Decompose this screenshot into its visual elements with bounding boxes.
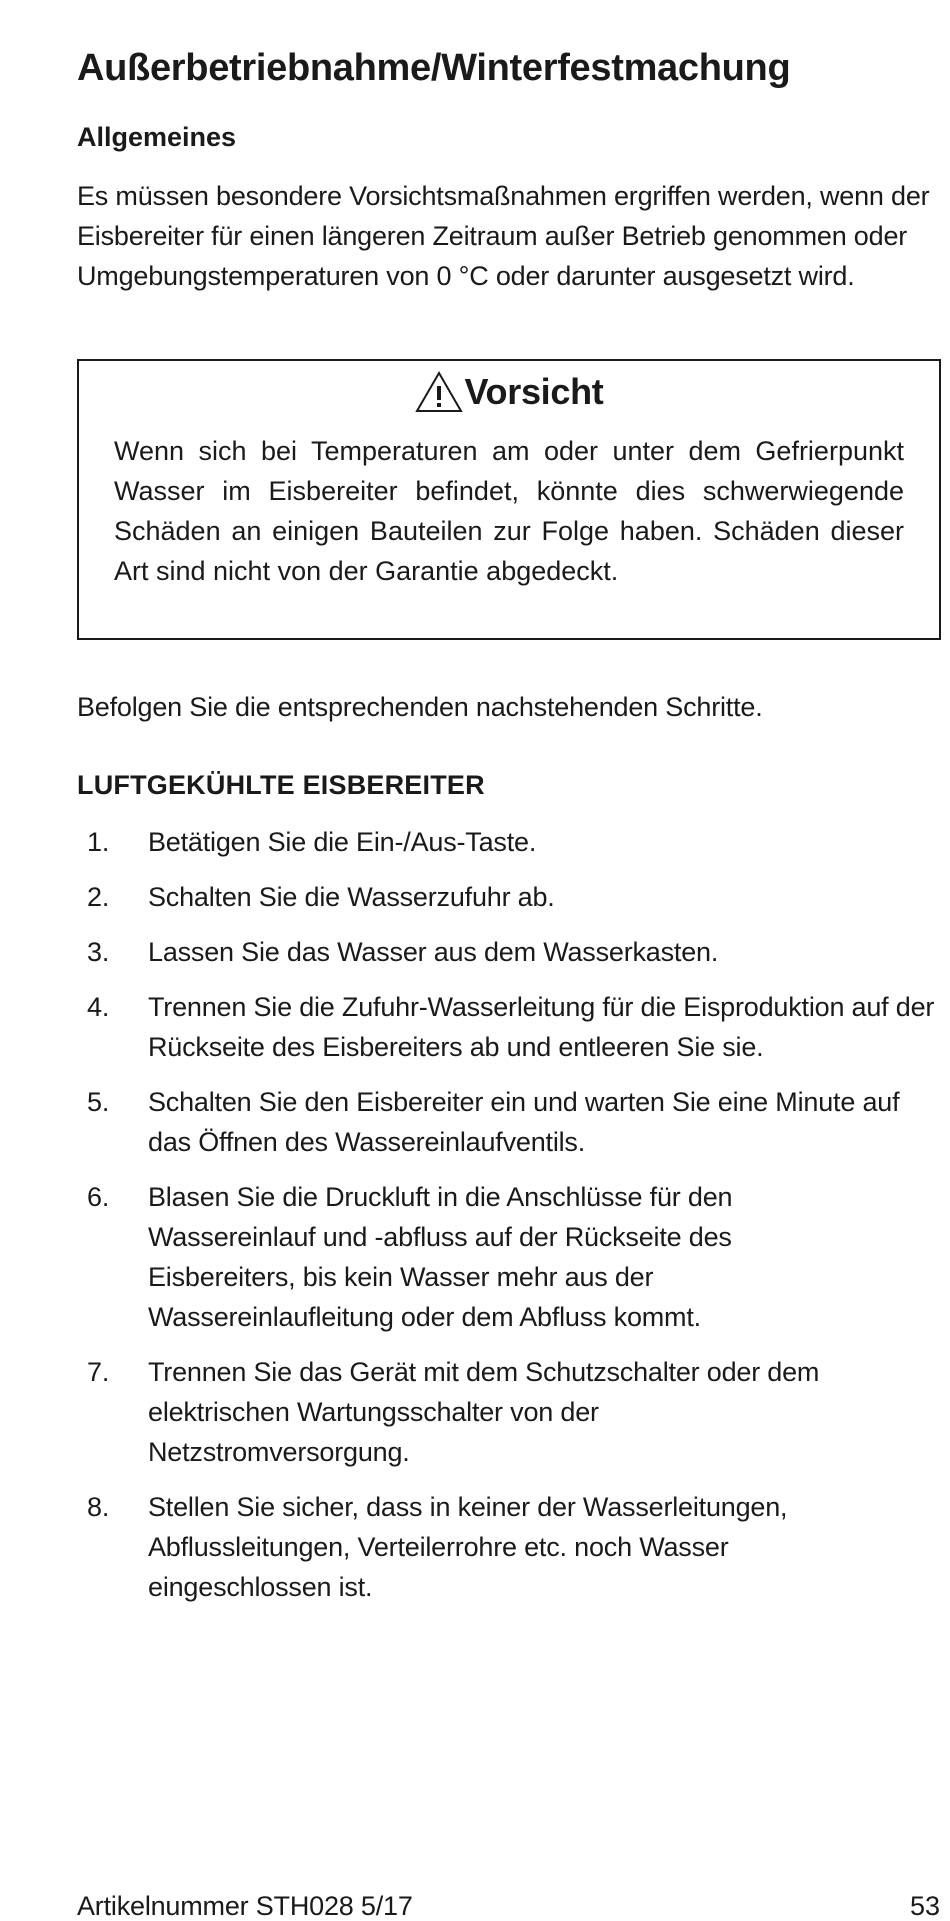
caution-text: Wenn sich bei Temperaturen am oder unter dem Gefrierpunkt Wasser im Eisbereiter befindet, könnte dies schwerwiegende Schäden an einigen Bauteilen zur Folge haben. Schäden dieser Art sind nicht von der Garantie abgedeckt. [114, 436, 904, 586]
step-text: Trennen Sie die Zufuhr-Wasserleitung für die Eisproduktion auf der Rückseite des Eisbereiters ab und entleeren Sie sie. [148, 992, 935, 1062]
step-text: Lassen Sie das Wasser aus dem Wasserkasten. [148, 937, 719, 967]
page-title: Außerbetriebnahme/Winterfestmachung [77, 47, 791, 89]
step-text: Trennen Sie das Gerät mit dem Schutzschalter oder dem elektrischen Wartungsschalter von der Netzstromversorgung. [148, 1357, 820, 1467]
step-number: 6. [87, 1182, 110, 1212]
step-text: Betätigen Sie die Ein-/Aus-Taste. [148, 827, 537, 857]
step-number: 5. [87, 1087, 110, 1117]
step-item [77, 1487, 947, 1607]
step-item [77, 1177, 947, 1337]
step-number: 8. [87, 1492, 110, 1522]
step-text: Schalten Sie die Wasserzufuhr ab. [148, 882, 555, 912]
section-heading-air-cooled: LUFTGEKÜHLTE EISBEREITER [77, 770, 485, 800]
step-text: Schalten Sie den Eisbereiter ein und warten Sie eine Minute auf das Öffnen des Wassereinlaufventils. [148, 1087, 900, 1157]
step-number: 1. [87, 827, 110, 857]
step-item [77, 932, 947, 972]
step-number: 7. [87, 1357, 110, 1387]
step-item [77, 1082, 947, 1162]
general-heading: Allgemeines [77, 122, 237, 152]
step-text: Blasen Sie die Druckluft in die Anschlüsse für den Wassereinlauf und -abfluss auf der Rückseite des Eisbereiters, bis kein Wasser mehr aus der Wassereinlaufleitung oder dem Abfluss kommt. [148, 1182, 733, 1332]
step-number: 2. [87, 882, 110, 912]
step-item [77, 877, 947, 917]
step-number: 3. [87, 937, 110, 967]
general-paragraph: Es müssen besondere Vorsichtsmaßnahmen ergriffen werden, wenn der Eisbereiter für einen längeren Zeitraum außer Betrieb genommen oder Umgebungstemperaturen von 0 °C oder darunter ausgesetzt wird. [77, 181, 930, 291]
step-item [77, 987, 947, 1067]
page-number: 53 [909, 1891, 940, 1921]
steps-list [77, 822, 947, 1622]
caution-title: Vorsicht [464, 371, 604, 412]
instructions-lead: Befolgen Sie die entsprechenden nachstehenden Schritte. [77, 692, 763, 722]
caution-header [79, 371, 939, 417]
step-number: 4. [87, 992, 110, 1022]
step-item [77, 822, 947, 862]
caution-box [77, 359, 941, 640]
warning-triangle-icon [415, 371, 463, 413]
step-text: Stellen Sie sicher, dass in keiner der Wasserleitungen, Abflussleitungen, Verteilerrohre etc. noch Wasser eingeschlossen ist. [148, 1492, 788, 1602]
article-number: Artikelnummer STH028 5/17 [77, 1891, 413, 1921]
step-item [77, 1352, 947, 1472]
